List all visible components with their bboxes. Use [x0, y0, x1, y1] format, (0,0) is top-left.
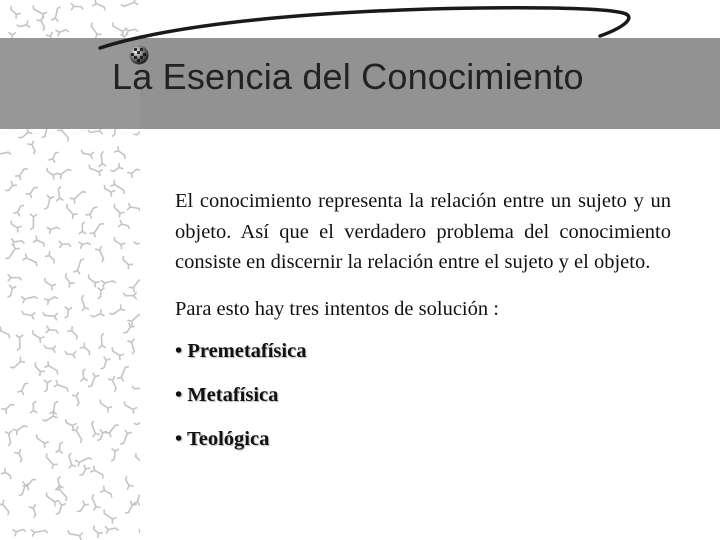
list-item-teologica	[175, 428, 671, 472]
list-item-metafisica	[175, 384, 671, 428]
bullet-glyph: •	[175, 383, 183, 406]
solution-list	[175, 340, 671, 472]
list-item-label: Teológica	[186, 427, 270, 450]
list-item-label: Premetafísica	[187, 339, 307, 362]
bullet-glyph: •	[175, 427, 183, 450]
intro-text: Para esto hay tres intentos de solución :	[175, 297, 499, 320]
slide-title: La Esencia del Conocimiento	[112, 56, 584, 97]
body-paragraph: El conocimiento representa la relación entre un sujeto y un objeto. Así que el verdadero problema del conocimiento consiste en discernir la relación entre el sujeto y el objeto.	[175, 190, 671, 273]
bullet-glyph: •	[175, 339, 183, 362]
slide-body	[175, 186, 671, 472]
list-item-premetafisica	[175, 340, 671, 384]
list-item-label: Metafísica	[187, 383, 279, 406]
